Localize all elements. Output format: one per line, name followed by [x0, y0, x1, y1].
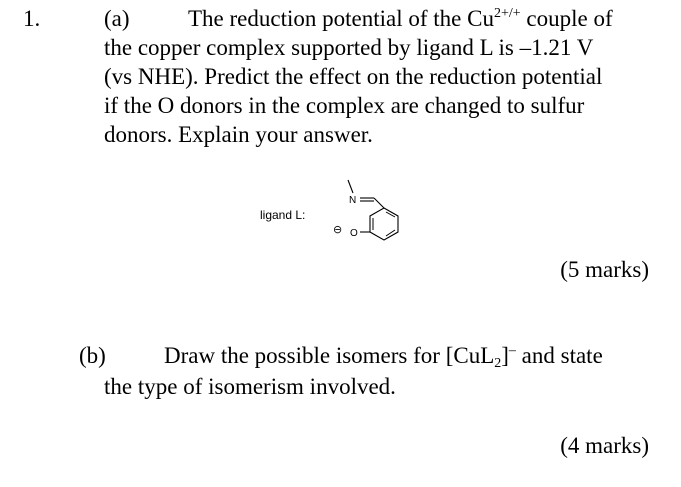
cul2-bracket: ] [501, 343, 509, 368]
benzene-ring [370, 208, 398, 240]
nitrogen-atom: N [349, 195, 357, 206]
cu-oxidation-superscript: 2+/+ [493, 6, 521, 21]
part-b-line-1 [164, 341, 603, 371]
oxygen-atom: O [350, 228, 358, 239]
ligand-label: ligand L: [260, 208, 306, 222]
part-b-line-2: the type of isomerism involved. [104, 374, 396, 399]
part-a-marks: (5 marks) [560, 257, 649, 282]
part-b-line-1-post: and state [515, 343, 603, 368]
part-b-line-1-pre: Draw the possible isomers for [CuL [164, 343, 495, 368]
part-a-line-4: if the O donors in the complex are changed to sulfur [104, 93, 585, 118]
cul2-subscript: 2 [494, 356, 502, 371]
ring-double-bond-1 [386, 212, 395, 217]
part-a-label: (a) [104, 6, 130, 31]
part-b-marks: (4 marks) [560, 433, 649, 458]
question-number: 1. [23, 6, 41, 31]
ligand-structure-diagram [320, 170, 420, 255]
part-a-line-2 [104, 33, 648, 63]
part-b-label: (b) [79, 343, 106, 368]
negative-charge-icon: ⊖ [333, 223, 343, 236]
part-a-line-1-pre: The reduction potential of the Cu [188, 6, 494, 31]
methine-bond [374, 198, 384, 208]
part-a-line-5: donors. Explain your answer. [104, 122, 373, 147]
part-a-line-2-text: the copper complex supported by ligand L is –1.21 V [104, 35, 594, 60]
part-a-line-1 [188, 4, 613, 34]
cul2-charge-superscript: – [508, 343, 516, 358]
methyl-bond [348, 180, 353, 193]
part-a-line-3: (vs NHE). Predict the effect on the reduction potential [104, 64, 603, 89]
part-a-line-1-post: couple of [520, 6, 613, 31]
